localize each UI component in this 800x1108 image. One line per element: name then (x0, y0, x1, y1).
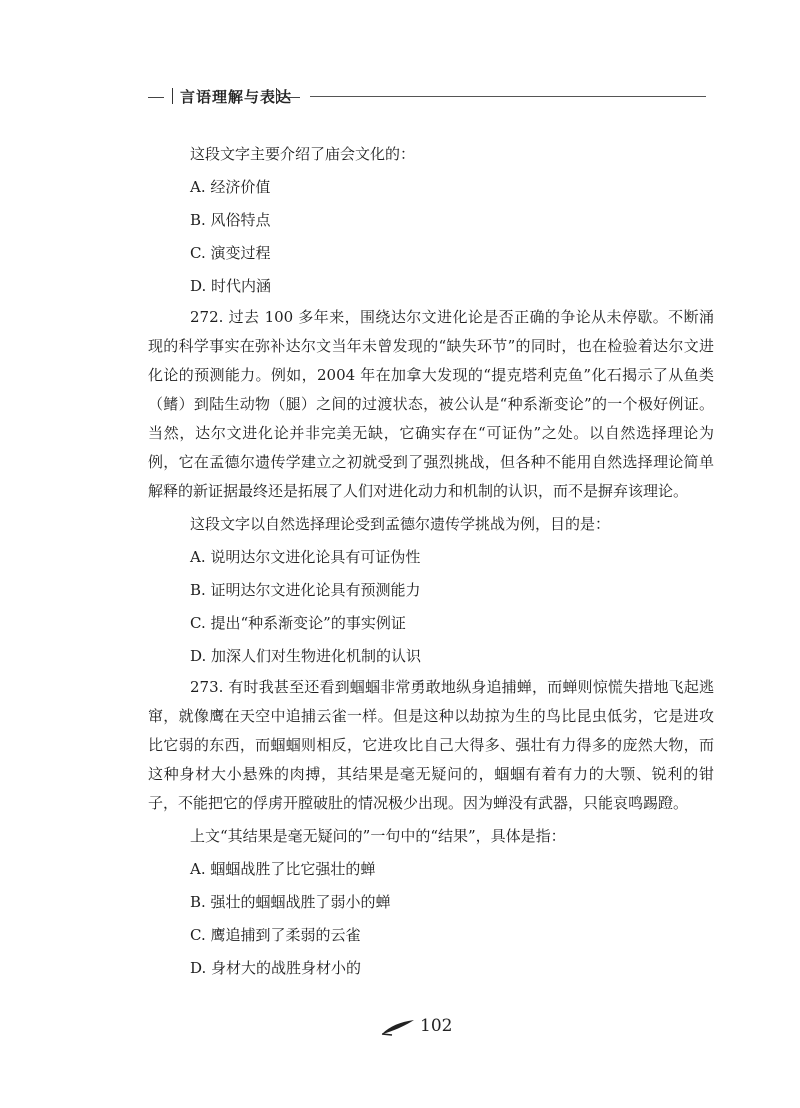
page-footer (380, 1012, 452, 1036)
question-prompt: 这段文字主要介绍了庙会文化的： (190, 145, 416, 163)
option-c: C. 演变过程 (190, 244, 271, 262)
option-c: C. 鹰追捕到了柔弱的云雀 (190, 926, 361, 944)
running-header (148, 86, 708, 110)
option-b: B. 证明达尔文进化论具有预测能力 (190, 581, 421, 599)
option-d: D. 时代内涵 (190, 277, 272, 295)
question-prompt: 这段文字以自然选择理论受到孟德尔遗传学挑战为例，目的是： (190, 515, 611, 533)
question-passage: 273. 有时我甚至还看到蝈蝈非常勇敢地纵身追捕蝉，而蝉则惊慌失措地飞起逃窜，就像鹰在天空中追捕云雀一样。但是这种以劫掠为生的鸟比昆虫低劣，它是进攻比它弱的东西，而蝈蝈则相反，它进攻比自己大得多、强壮有力得多的庞然大物，而这种身材大小悬殊的肉搏，其结果是毫无疑问的，蝈蝈有着有力的大颚、锐利的钳子，不能把它的俘虏开膛破肚的情况极少出现。因为蝉没有武器，只能哀鸣踢蹬。 (148, 678, 714, 812)
option-c: C. 提出“种系渐变论”的事实例证 (190, 614, 406, 632)
feather-icon (380, 1016, 416, 1036)
option-b: B. 强壮的蝈蝈战胜了弱小的蝉 (190, 893, 391, 911)
option-d: D. 加深人们对生物进化机制的认识 (190, 647, 422, 665)
header-rule-long (310, 96, 706, 97)
page-number: 102 (420, 1016, 453, 1036)
header-rule-short (280, 97, 300, 98)
question-prompt: 上文“其结果是毫无疑问的”一句中的“结果”，具体是指： (190, 827, 566, 845)
header-bar-right (276, 88, 277, 104)
option-d: D. 身材大的战胜身材小的 (190, 959, 362, 977)
question-passage: 272. 过去 100 多年来，围绕达尔文进化论是否正确的争论从未停歇。不断涌现的科学事实在弥补达尔文当年未曾发现的“缺失环节”的同时，也在检验着达尔文进化论的预测能力。例如，2004 年在加拿大发现的“提克塔利克鱼”化石揭示了从鱼类（鳍）到陆生动物（腿）之间的过渡状态，被公认是“种系渐变论”的一个极好例证。当然，达尔文进化论并非完美无缺，它确实存在“可证伪”之处。以自然选择理论为例，它在孟德尔遗传学建立之初就受到了强烈挑战，但各种不能用自然选择理论简单解释的新证据最终还是拓展了人们对进化动力和机制的认识，而不是摒弃该理论。 (148, 308, 714, 500)
option-a: A. 蝈蝈战胜了比它强壮的蝉 (190, 860, 376, 878)
option-a: A. 经济价值 (190, 178, 271, 196)
section-title: 言语理解与表达 (180, 88, 293, 106)
page-content (148, 140, 714, 983)
header-rule-left (148, 97, 164, 98)
header-bar-left (172, 88, 173, 104)
option-b: B. 风俗特点 (190, 211, 271, 229)
option-a: A. 说明达尔文进化论具有可证伪性 (190, 548, 421, 566)
